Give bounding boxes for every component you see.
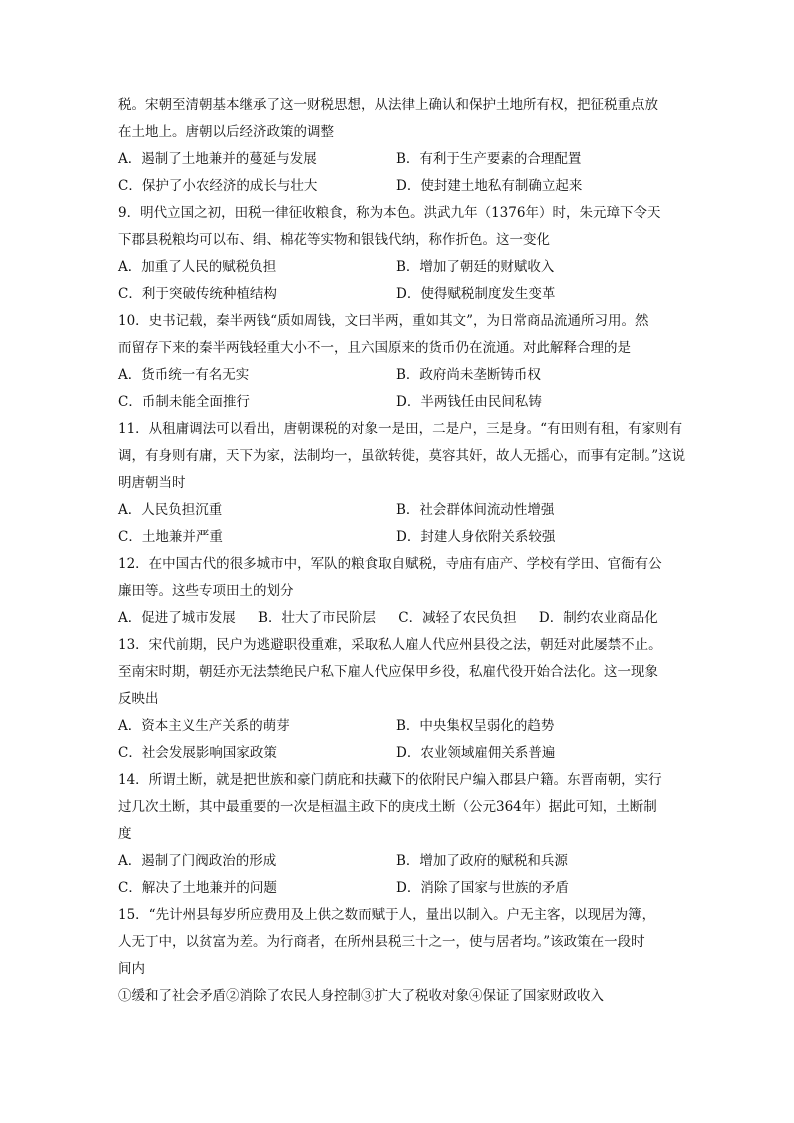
option-c: C．社会发展影响国家政策 [118,745,277,761]
question-13 [118,632,678,767]
option-b: B．壮大了市民阶层 [258,610,376,626]
option-row [118,848,678,875]
exam-content [118,92,686,1010]
option-b: B．增加了朝廷的财赋收入 [396,259,555,275]
option-d: D．农业领域雇佣关系普遍 [396,745,556,761]
question-text-line: 税。宋朝至清朝基本继承了这一财税思想，从法律上确认和保护土地所有权，把征税重点放 [118,97,658,113]
question-text-line: 10．史书记载，秦半两钱“质如周钱，文曰半两，重如其文”，为日常商品流通所习用。然 [118,313,649,329]
option-c: C．币制未能全面推行 [118,394,250,410]
option-b: B．社会群体间流动性增强 [396,502,555,518]
question-text-line: 反映出 [118,691,159,707]
question-15 [118,902,678,1010]
option-a: A．人民负担沉重 [118,502,223,518]
option-a: A．遏制了门阀政治的形成 [118,853,277,869]
question-text-line: 过几次土断，其中最重要的一次是桓温主政下的庚戌土断（公元364年）据此可知，土断制 [118,799,657,815]
option-d: D．封建人身依附关系较强 [396,529,556,545]
question-text-line: 而留存下来的秦半两钱轻重大小不一，且六国原来的货币仍在流通。对此解释合理的是 [118,340,631,356]
question-text-line: 至南宋时期，朝廷亦无法禁绝民户私下雇人代应保甲乡役，私雇代役开始合法化。这一现象 [118,664,658,680]
question-text-line: 人无丁中，以贫富为差。为行商者，在所州县税三十之一，使与居者均。”该政策在一段时 [118,934,645,950]
option-b: B．政府尚未垄断铸币权 [396,367,541,383]
option-row [118,173,678,200]
option-row [118,605,678,632]
option-row [118,740,678,767]
question-text-line: 调，有身则有庸，天下为家，法制均一，虽欲转徙，莫容其奸，故人无摇心，而事有定制。”这说 [118,448,686,464]
question-8-continuation [118,92,678,200]
option-row [118,281,678,308]
question-text-line: 13．宋代前期，民户为逃避职役重难，采取私人雇人代应州县役之法，朝廷对此屡禁不止。 [118,637,662,653]
question-text-line: 在土地上。唐朝以后经济政策的调整 [118,124,334,140]
option-a: A．资本主义生产关系的萌芽 [118,718,290,734]
question-14 [118,767,678,902]
question-9 [118,200,678,308]
option-c: C．利于突破传统种植结构 [118,286,277,302]
option-c: C．减轻了农民负担 [398,610,517,626]
option-c: C．土地兼并严重 [118,529,223,545]
option-a: A．加重了人民的赋税负担 [118,259,277,275]
option-d: D．使封建土地私有制确立起来 [396,178,583,194]
question-text-line: 9．明代立国之初，田税一律征收粮食，称为本色。洪武九年（1376年）时，朱元璋下令天 [118,205,661,221]
question-text-line: 12．在中国古代的很多城市中，军队的粮食取自赋税，寺庙有庙产、学校有学田、官衙有公 [118,556,662,572]
option-c: C．解决了土地兼并的问题 [118,880,277,896]
option-b: B．有利于生产要素的合理配置 [396,151,582,167]
option-b: B．中央集权呈弱化的趋势 [396,718,555,734]
option-row [118,497,678,524]
option-c: C．保护了小农经济的成长与壮大 [118,178,318,194]
question-statements: ①缓和了社会矛盾②消除了农民人身控制③扩大了税收对象④保证了国家财政收入 [118,988,604,1004]
option-row [118,146,678,173]
option-d: D．制约农业商品化 [538,610,658,626]
option-row [118,875,678,902]
question-text-line: 下郡县税粮均可以布、绢、棉花等实物和银钱代纳，称作折色。这一变化 [118,232,550,248]
question-text-line: 14．所谓土断，就是把世族和豪门荫庇和扶藏下的依附民户编入郡县户籍。东晋南朝，实行 [118,772,662,788]
option-row [118,524,678,551]
option-row [118,389,678,416]
option-a: A．遏制了土地兼并的蔓延与发展 [118,151,317,167]
option-a: A．促进了城市发展 [118,610,236,626]
question-10 [118,308,678,416]
option-row [118,362,678,389]
question-11 [118,416,686,551]
option-d: D．使得赋税制度发生变革 [396,286,556,302]
option-row [118,254,678,281]
question-text-line: 间内 [118,961,145,977]
option-b: B．增加了政府的赋税和兵源 [396,853,568,869]
option-d: D．消除了国家与世族的矛盾 [396,880,569,896]
question-text-line: 15．“先计州县每岁所应费用及上供之数而赋于人，量出以制入。户无主客，以现居为簿， [118,907,656,923]
question-text-line: 明唐朝当时 [118,475,186,491]
option-a: A．货币统一有名无实 [118,367,250,383]
question-text-line: 廉田等。这些专项田土的划分 [118,583,294,599]
option-row [118,713,678,740]
option-d: D．半两钱任由民间私铸 [396,394,542,410]
question-text-line: 度 [118,826,132,842]
question-text-line: 11．从租庸调法可以看出，唐朝课税的对象一是田，二是户，三是身。“有田则有租，有家则有 [118,421,683,437]
question-12 [118,551,678,632]
